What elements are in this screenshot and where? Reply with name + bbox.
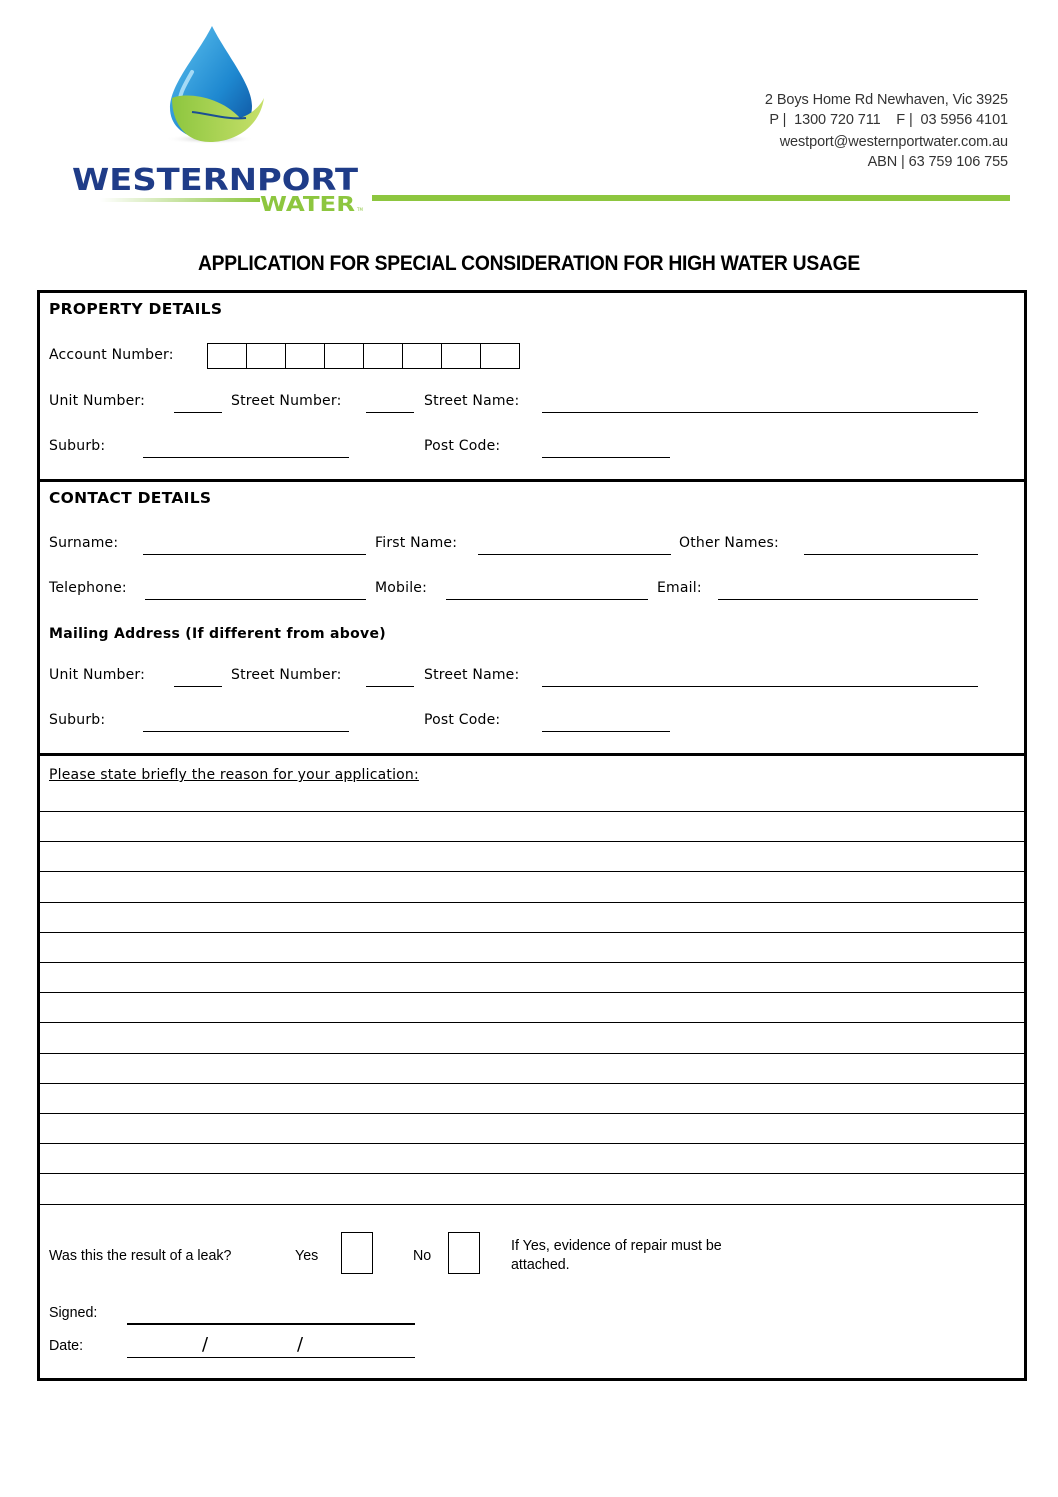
mailing-suburb-label: Suburb: [49, 712, 106, 728]
reason-prompt: Please state briefly the reason for your application: [49, 767, 419, 783]
mailing-post-code-label: Post Code: [424, 712, 501, 728]
reason-writing-line[interactable] [40, 811, 1024, 812]
section-divider [40, 753, 1024, 756]
mailing-street-number-label: Street Number: [231, 667, 342, 683]
street-name-field[interactable] [542, 412, 978, 413]
account-digit-box[interactable] [286, 344, 325, 368]
date-separator: / [297, 1334, 304, 1355]
reason-writing-line[interactable] [40, 1143, 1024, 1144]
signature-field[interactable] [127, 1323, 415, 1325]
account-digit-box[interactable] [208, 344, 247, 368]
svg-text:WESTERNPORT: WESTERNPORT [72, 163, 359, 198]
unit-number-label: Unit Number: [49, 393, 146, 409]
header-green-rule [372, 195, 1010, 201]
other-names-field[interactable] [804, 554, 978, 555]
reason-writing-line[interactable] [40, 841, 1024, 842]
telephone-label: Telephone: [49, 580, 127, 596]
first-name-label: First Name: [375, 535, 458, 551]
email-field[interactable] [718, 599, 978, 600]
company-email[interactable]: westport@westernportwater.com.au [779, 134, 1008, 150]
form-title: APPLICATION FOR SPECIAL CONSIDERATION FOR HIGH WATER USAGE [197, 252, 860, 275]
date-field[interactable] [127, 1357, 415, 1358]
reason-writing-line[interactable] [40, 962, 1024, 963]
mobile-label: Mobile: [375, 580, 428, 596]
leak-note-line2: attached. [511, 1256, 570, 1273]
email-label: Email: [657, 580, 702, 596]
post-code-field[interactable] [542, 457, 670, 458]
suburb-label: Suburb: [49, 438, 106, 454]
company-phone-fax: P | 1300 720 711 F | 03 5956 4101 [769, 112, 1008, 128]
reason-writing-line[interactable] [40, 871, 1024, 872]
mailing-suburb-field[interactable] [143, 731, 349, 732]
telephone-field[interactable] [145, 599, 366, 600]
account-digit-box[interactable] [247, 344, 286, 368]
mailing-street-number-field[interactable] [366, 686, 414, 687]
street-number-field[interactable] [366, 412, 414, 413]
svg-text:TM: TM [357, 207, 363, 212]
surname-label: Surname: [49, 535, 119, 551]
reason-writing-line[interactable] [40, 902, 1024, 903]
leak-no-label: No [413, 1247, 432, 1264]
mailing-post-code-field[interactable] [542, 731, 670, 732]
reason-writing-line[interactable] [40, 1083, 1024, 1084]
company-address: 2 Boys Home Rd Newhaven, Vic 3925 [764, 92, 1008, 108]
account-number-label: Account Number: [49, 347, 174, 363]
company-abn: ABN | 63 759 106 755 [867, 154, 1008, 170]
mailing-street-name-field[interactable] [542, 686, 978, 687]
account-digit-box[interactable] [481, 344, 519, 368]
surname-field[interactable] [143, 554, 366, 555]
contact-details-heading: CONTACT DETAILS [49, 489, 212, 507]
leak-no-checkbox[interactable] [448, 1232, 480, 1274]
westernport-water-logo [70, 22, 370, 217]
mailing-street-name-label: Street Name: [424, 667, 520, 683]
post-code-label: Post Code: [424, 438, 501, 454]
reason-writing-line[interactable] [40, 1053, 1024, 1054]
street-name-label: Street Name: [424, 393, 520, 409]
reason-writing-line[interactable] [40, 1173, 1024, 1174]
street-number-label: Street Number: [231, 393, 342, 409]
mailing-unit-number-field[interactable] [174, 686, 222, 687]
section-divider [40, 479, 1024, 482]
reason-writing-line[interactable] [40, 1204, 1024, 1205]
reason-writing-line[interactable] [40, 1022, 1024, 1023]
mobile-field[interactable] [446, 599, 648, 600]
account-digit-box[interactable] [442, 344, 481, 368]
signed-label: Signed: [49, 1304, 98, 1321]
property-details-heading: PROPERTY DETAILS [49, 300, 223, 318]
reason-writing-line[interactable] [40, 1113, 1024, 1114]
mailing-unit-number-label: Unit Number: [49, 667, 146, 683]
account-digit-box[interactable] [325, 344, 364, 368]
leak-yes-label: Yes [295, 1247, 319, 1264]
account-number-boxes [207, 343, 520, 369]
date-separator: / [202, 1334, 209, 1355]
leak-note-line1: If Yes, evidence of repair must be [511, 1237, 722, 1254]
first-name-field[interactable] [478, 554, 671, 555]
reason-writing-line[interactable] [40, 932, 1024, 933]
mailing-address-heading: Mailing Address (If different from above) [49, 626, 386, 642]
suburb-field[interactable] [143, 457, 349, 458]
account-digit-box[interactable] [403, 344, 442, 368]
application-form [37, 290, 1027, 1381]
leak-question: Was this the result of a leak? [49, 1247, 232, 1264]
leak-yes-checkbox[interactable] [341, 1232, 373, 1274]
reason-writing-line[interactable] [40, 992, 1024, 993]
other-names-label: Other Names: [679, 535, 779, 551]
account-digit-box[interactable] [364, 344, 403, 368]
unit-number-field[interactable] [174, 412, 222, 413]
date-label: Date: [49, 1337, 84, 1354]
svg-text:WATER: WATER [260, 192, 355, 216]
